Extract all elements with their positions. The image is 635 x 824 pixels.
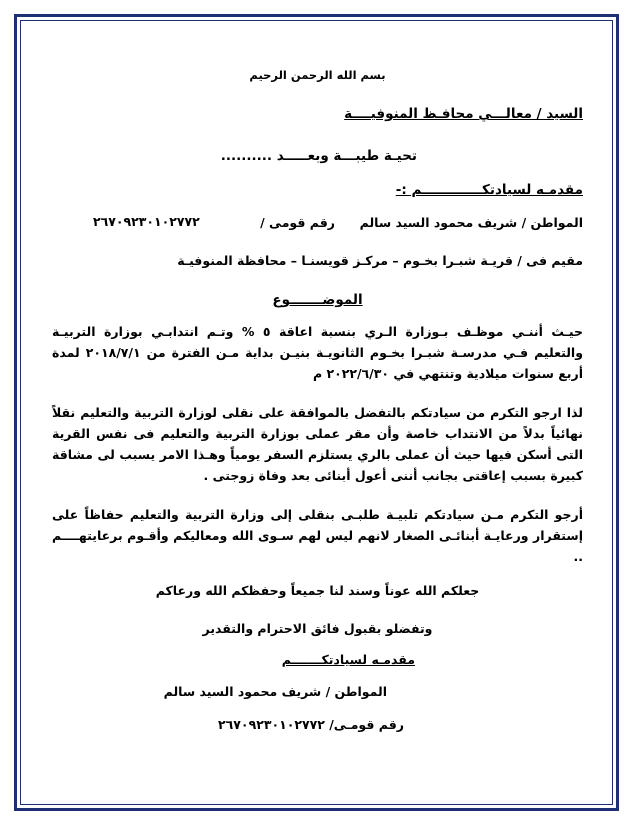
intro-line: مقدمـه لسيادتكـــــــــــــم :-: [395, 182, 583, 198]
signature-name: المواطن / شريف محمود السيد سالم: [163, 684, 387, 699]
paragraph-3: أرجو التكرم مـن سيادتكم تلبيـة طلبـى بنقلى إلى وزارة التربية والتعليم حفاظاً على إستقرار ورعايـة أبنائـى الصغار لانهم ليس لهم سـوى الله ومعاليكم وأقـوم برعايتهــــم ..: [52, 507, 583, 564]
residence-line: مقيم فى / قريـة شبـرا بخـوم – مركـز قويسنـا – محافظة المنوفيـة: [177, 253, 583, 268]
signature-intro: مقدمـه لسيادتكـــــــم: [281, 652, 415, 667]
national-id-value: ٢٦٧٠٩٢٣٠١٠٢٧٧٢: [93, 214, 200, 229]
greeting-line: تحيـة طيبـــة وبعـــــد ..........: [220, 148, 417, 164]
signature-id: رقم قومـى/ ٢٦٧٠٩٢٣٠١٠٢٧٧٢: [218, 717, 404, 732]
closing-line: وتفضلو بقبول فائق الاحترام والتقدير: [202, 621, 433, 636]
paragraph-2: لذا ارجو التكرم من سيادتكم بالتفضل بالموافقة على نقلى لوزارة التربية والتعليم نقلاً نهائياً بدلاً من الانتداب خاصة وأن مقر عملى بوزارة التربية والتعليم فى نفس القرية التى أسكن فيها حيث أن عملى بالري يستلزم السفر يومياً وهـذا الامر يسبب لى مشاقة كبيرة بسبب إعاقتى بجانب أننى أعول أبنائى بعد وفاة زوجتى .: [52, 405, 583, 483]
subject-title: الموضـــــــوع: [272, 292, 363, 308]
paragraph-1: حيـث أننـي موظـف بـوزارة الـري بنسبة اعاقة ٥ % وتـم انتدابـي بوزارة التربيـة والتعليم فـي مدرسـة شبـرا بخـوم الثانويـة بنيـن بداية مـن الفترة من ٢٠١٨/٧/١ لمدة أربع سنوات ميلادية وتنتهي في ٢٠٢٢/٦/٣٠ م: [52, 324, 583, 381]
national-id-label: رقم قومى /: [260, 215, 335, 230]
recipient-line: السيد / معالـــي محافـظ المنوفيــــة: [344, 106, 583, 122]
sender-line: المواطن / شريف محمود السيد سالم: [359, 215, 583, 230]
basmala: بسم الله الرحمن الرحيم: [249, 68, 386, 82]
prayer-line: جعلكم الله عوناً وسند لنا جميعاً وحفظكم الله ورعاكم: [155, 583, 480, 598]
